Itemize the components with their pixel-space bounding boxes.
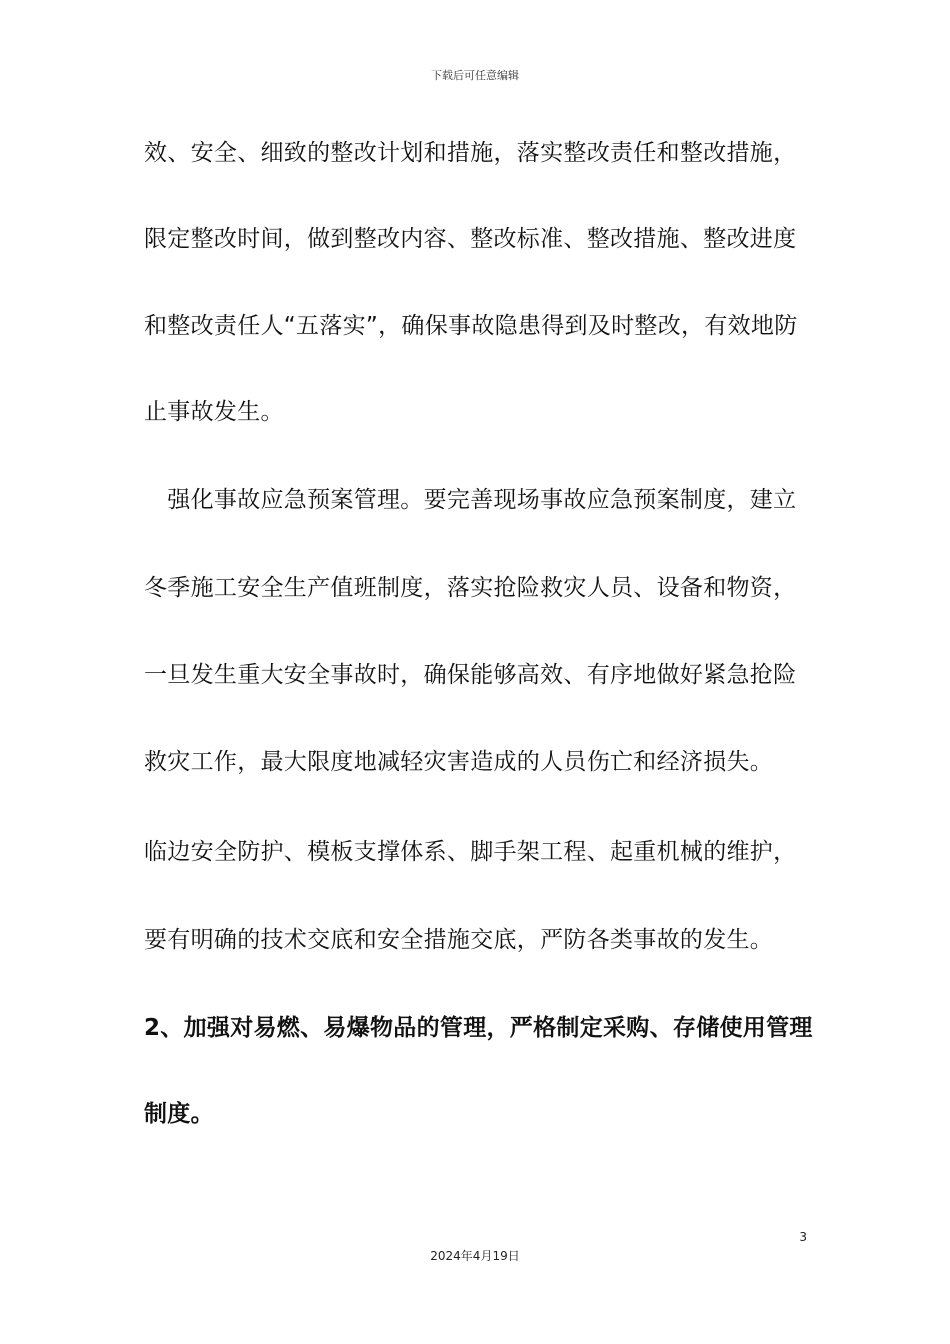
footer-date: 2024年4月19日 <box>430 1249 520 1263</box>
page-number: 3 <box>799 1230 807 1244</box>
text-line: 强化事故应急预案管理。要完善现场事故应急预案制度，建立 <box>144 487 797 513</box>
text-line: 要有明确的技术交底和安全措施交底，严防各类事故的发生。 <box>144 927 774 953</box>
text-line: 限定整改时间，做到整改内容、整改标准、整改措施、整改进度 <box>144 226 797 252</box>
text-line: 效、安全、细致的整改计划和措施，落实整改责任和整改措施， <box>144 140 797 166</box>
text-line: 临边安全防护、模板支撑体系、脚手架工程、起重机械的维护， <box>144 839 797 865</box>
text-line: 和整改责任人“五落实”，确保事故隐患得到及时整改，有效地防 <box>144 313 798 339</box>
section-heading: 制度。 <box>144 1101 214 1127</box>
page-header: 下载后可任意编辑 <box>431 69 519 82</box>
text-line: 救灾工作，最大限度地减轻灾害造成的人员伤亡和经济损失。 <box>144 749 774 775</box>
text-line: 一旦发生重大安全事故时，确保能够高效、有序地做好紧急抢险 <box>144 662 797 688</box>
text-line: 冬季施工安全生产值班制度，落实抢险救灾人员、设备和物资， <box>144 575 797 601</box>
section-heading: 2、加强对易燃、易爆物品的管理，严格制定采购、存储使用管理 <box>144 1015 813 1041</box>
text-line: 止事故发生。 <box>144 399 284 425</box>
